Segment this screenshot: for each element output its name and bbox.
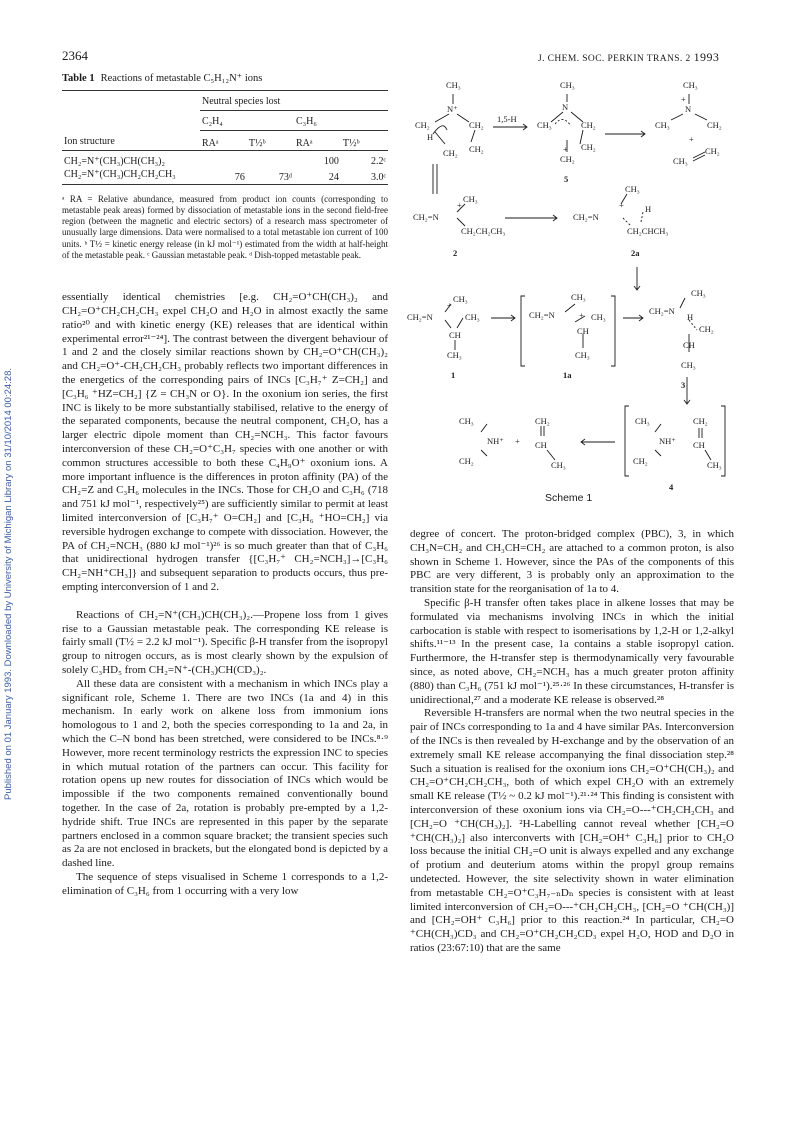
scheme-atom: CH₂=N	[529, 310, 555, 320]
t-c3h6-cell: 3.0ᶜ	[341, 168, 388, 185]
t-c3h6-header: T½ᵇ	[341, 131, 388, 151]
ra-c3h6-cell: 24	[294, 168, 341, 185]
ra-c3h6-header: RAᵃ	[294, 131, 341, 151]
running-header	[538, 50, 719, 65]
table-footnote: ᵃ RA = Relative abundance, measured from product ion counts (corresponding to metastable peak areas) formed by dissociation of metastable ions in the second field-free region (between the magnetic and electric sectors) of a research mass spectrometer of unusually large dimensions. Data were normalised to a total metastable ion current of 100 units. ᵇ T½ = kinetic energy release (in kJ mol⁻¹) estimated from the width at half-height of the metastable peak. ᶜ Gaussian metastable peak. ᵈ Dish-topped metastable peak.	[62, 193, 388, 260]
scheme-atom: CH₂	[705, 146, 720, 156]
scheme-atom: N	[562, 102, 569, 112]
scheme-atom: CH₃	[465, 312, 480, 322]
ion-structure-cell: CH₂=N⁺(CH₃)CH(CH₃)₂	[64, 155, 165, 167]
scheme-atom: CH	[535, 440, 547, 450]
scheme-atom: CH₃	[459, 416, 474, 426]
reactions-table	[62, 90, 388, 185]
table-title: Reactions of metastable C₅H₁₂N⁺ ions	[100, 73, 263, 84]
scheme-atom: +	[447, 300, 452, 310]
scheme-atom: CH₃	[560, 80, 575, 90]
scheme-atom: +	[579, 310, 584, 320]
scheme-atom: CH₂	[560, 154, 575, 164]
scheme-atom: N⁺	[447, 104, 458, 114]
scheme-atom: CH₃	[707, 460, 722, 470]
scheme-atom: +	[563, 144, 568, 154]
body-paragraph: degree of concert. The proton-bridged complex (PBC), 3, in which CH₃N=CH₂ and CH₃CH=CH₂ are attached to a common proton, is also shown in Scheme 1. However, since the PAs of the components of this PBC are very different, 3 is probably only an approximation to the transition state for the reorganisation of 1a to 4.	[410, 528, 734, 596]
scheme-atom: +	[681, 94, 686, 104]
scheme-atom: +	[515, 436, 520, 446]
ion-structure-cell: CH₂=N⁺(CH₃)CH₂CH₂CH₃	[62, 168, 200, 185]
page-number: 2364	[62, 48, 88, 63]
scheme-atom: CH₂	[535, 416, 550, 426]
scheme-atom: CH	[683, 340, 695, 350]
scheme-atom: CH₃	[447, 350, 462, 360]
scheme-compound-label: 2	[453, 248, 458, 258]
t-c3h6-cell: 2.2ᶜ	[370, 155, 386, 167]
scheme-atom: CH₃	[673, 156, 688, 166]
scheme-atom: CH₃	[453, 294, 468, 304]
scheme-arrow-label: 1,5-H	[497, 114, 517, 124]
scheme-compound-label: 4	[669, 482, 674, 492]
scheme-atom: +	[457, 200, 462, 210]
scheme-atom: CH₂=N	[407, 312, 433, 322]
t-c2h4-cell: 73ᵈ	[247, 168, 294, 185]
scheme-atom: CH₂=N	[649, 306, 675, 316]
scheme-compound-label: 3	[681, 380, 686, 390]
scheme-atom: N	[685, 104, 692, 114]
scheme-atom: CH₂	[699, 324, 714, 334]
ra-c3h6-cell: 100	[323, 155, 339, 167]
body-paragraph: Specific β-H transfer often takes place in alkene losses that may be formulated via mechanisms involving INCs in which the initial carbocation is stable with respect to isomerisations by 1,2-H or 1,2-alkyl shifts.¹¹⁻¹³ In the present case, 1a contains a stable isopropyl cation. Furthermore, the H-transfer step is thermodynamically very favourable since, as noted above, CH₂=NCH₃ has a much greater proton affinity (880) than C₃H₆ (751 kJ mol⁻¹).²⁵·²⁶ In these circumstances, H-transfer is unidirectional,²⁷ and a moderate KE release is observed.²⁸	[410, 596, 734, 706]
body-paragraph: The sequence of steps visualised in Scheme 1 corresponds to a 1,2-elimination of C₃H₆ from 1 occurring with a very low	[62, 870, 388, 897]
scheme-atom: H	[645, 204, 652, 214]
scheme-atom: CH₃	[683, 80, 698, 90]
scheme-atom: H	[427, 132, 434, 142]
scheme-atom: CH₃	[463, 194, 478, 204]
scheme-atom: CH₃	[591, 312, 606, 322]
scheme-atom: NH⁺	[487, 436, 504, 446]
scheme-atom: CH₂	[581, 120, 596, 130]
scheme-atom: CH	[693, 440, 705, 450]
scheme-atom: CH₂CH₂CH₃	[461, 226, 506, 236]
scheme-atom: +	[619, 200, 624, 210]
scheme-atom: CH₃	[635, 416, 650, 426]
right-column	[410, 528, 734, 956]
scheme-atom: CH₂	[443, 148, 458, 158]
ra-c2h4-cell: 76	[200, 168, 247, 185]
body-paragraph: Reactions of CH₂=N⁺(CH₃)CH(CH₃)₂.—Propene loss from 1 gives rise to a Gaussian metastable peak. The corresponding KE release is fairly small (T½ = 2.2 kJ mol⁻¹). Specific β-H transfer from the isopropyl group to nitrogen occurs, as is most clearly shown by the expulsion of solely C₃HD₅ from CH₂=N⁺-(CH₃)CH(CD₃)₂.	[62, 608, 388, 676]
table-label: Table 1	[62, 73, 95, 84]
scheme-caption: Scheme 1	[545, 492, 593, 504]
scheme-atom: CH₂	[707, 120, 722, 130]
scheme-compound-label: 2a	[631, 248, 640, 258]
scheme-atom: CH₃	[575, 350, 590, 360]
scheme-atom: CH₂=N	[413, 212, 439, 222]
scheme-atom: CH₃	[446, 80, 461, 90]
scheme-atom: H	[687, 312, 694, 322]
scheme-atom: CH₃	[691, 288, 706, 298]
neutral-c2h4-header: C₂H₄	[200, 111, 294, 131]
body-paragraph: Reversible H-transfers are normal when the two neutral species in the pair of INCs corresponding to 1a and 4 have similar PAs. Interconversion of the INCs is then revealed by H-exchange and by the observation of an extremely small KE release accompanying the final dissociation step.²⁸ Such a situation is realised for the oxonium ions CH₂=O⁺CH(CH₃)₂ and CH₂=O⁺CH₂CH₂CH₃, both of which expel CH₂O with an extremely small KE release (T½ ~ 0.2 kJ mol⁻¹).²¹·²⁴ This finding is consistent with interconversion of these oxonium ions via CH₂=O---⁺CH₂CH₂CH₃ and [CH₂=O ⁺CH(CH₃)₂]. ²H-Labelling cannot reveal whether [CH₂=O ⁺CH(CH₃)₂] also interconverts with [CH₂=OH⁺ C₃H₆] prior to CH₂O loss because the initial CH₂=O unit is always expelled and any exchange of protium and deuterium atoms within the propyl group remains undetected. However, the site selectivity shown in water elimination from metastable CH₂=O⁺C₃H₇₋ₙDₙ species is consistent with at least limited interconversion of CH₂=O---⁺CH₂CH₂CH₃, [CH₂=O ⁺CH(CH₃)] and [CH₂=OH⁺ C₃H₆] prior to this reaction.²⁴ In particular, CH₂=O ⁺CH(CH₃)CD₃ and CH₂=O⁺CH₂CH₂CD₃ expel H₂O, HOD and D₂O in ratios (23:67:10) that are the same	[410, 707, 734, 954]
scheme-compound-label: 5	[564, 174, 569, 184]
table-row	[62, 150, 388, 168]
scheme-atom: CH₃	[681, 360, 696, 370]
scheme-atom: CH₃	[537, 120, 552, 130]
body-paragraph: All these data are consistent with a mechanism in which INCs play a significant role, Scheme 1. There are two INCs (1a and 4) in this mechanism. In early work on alkene loss from immonium ions homologous to 1 and 2, both the species corresponding to 1a and 2a, in which the C–N bond has been stretched, were considered to be INCs.⁸·⁹ However, more recent terminology restricts the expression INC to species in which mutual rotation of the partners can occur. This facility for rotation opens up new routes for dissociation of INCs which would be impossible if the two components remained conventionally bound together. In the case of 2a, rotation is probably pre-empted by a 1,2-hydride shift. True INCs are represented in this paper by the separate partners enclosed in a common square bracket; the transient species such as 2a are not enclosed in brackets, but the elongated bond is depicted by a dashed line.	[62, 677, 388, 870]
scheme-compound-label: 1	[451, 370, 456, 380]
scheme-atom: CH₃	[625, 184, 640, 194]
scheme-1-figure	[405, 72, 740, 512]
reaction-scheme-diagram	[405, 72, 740, 512]
scheme-atom: CH₂	[469, 144, 484, 154]
scheme-atom: CH₂CHCH₃	[627, 226, 669, 236]
scheme-atom: CH₂=N	[573, 212, 599, 222]
scheme-atom: CH₂	[581, 142, 596, 152]
ra-c2h4-cell	[200, 150, 247, 168]
neutral-c3h6-header: C₃H₆	[294, 111, 388, 131]
scheme-atom: CH	[449, 330, 461, 340]
ion-structure-header: Ion structure	[62, 131, 200, 151]
scheme-atom: NH⁺	[659, 436, 676, 446]
journal-year: 1993	[693, 50, 720, 64]
scheme-atom: CH₂	[693, 416, 708, 426]
scheme-atom: CH	[577, 326, 589, 336]
scheme-atom: CH₃	[655, 120, 670, 130]
journal-name: J. CHEM. SOC. PERKIN TRANS. 2	[538, 54, 691, 64]
scheme-atom: CH₃	[571, 292, 586, 302]
body-paragraph: essentially identical chemistries [e.g. CH₂=O⁺CH(CH₃)₂ and CH₂=O⁺CH₂CH₂CH₃ expel CH₂O and H₂O in almost exactly the same ratio²⁰ and with kinetic energy (KE) releases that are identical within experimental error²¹⁻²⁴]. The contrast between the divergent behaviour of 1 and 2 and the closely similar reactions shown by CH₂=O⁺CH(CH₃)₂ and CH₂=O⁺-CH₂CH₂CH₃ probably reflects two important differences in the energetics of the corresponding pairs of INCs [C₃H₇⁺ Z=CH₂] and [C₃H₆ ⁺HZ=CH₂] {Z = CH₃N or O}. In the oxonium ion series, the first INC is likely to be more substantially stabilised, relative to the energy of the separated components, because the neutral component, CH₂O, has a larger electric dipole moment than CH₂=NCH₃. This factor favours interconversion of these CH₂=O⁺C₃H₇ species with one another or with common structures accessible to both these C₄H₉O⁺ oxonium ions. A more important influence is the differences in proton affinity (PA) of the CH₂=Z and C₃H₆ molecules in the INCs. Those for CH₂O and C₃H₆ (718 and 751 kJ mol⁻¹, respectively²⁵) are sufficiently similar to permit at least limited interconversion of [C₃H₇⁺ O=CH₂] and [C₃H₆ ⁺HO=CH₂] via reversible hydrogen exchange to compete with dissociation. However, the PA of CH₂=NCH₃ (880 kJ mol⁻¹)²⁶ is so much greater than that of C₃H₆ that unidirectional hydrogen transfer {[C₃H₇⁺ CH₂=NCH₃]→[C₃H₆ CH₂=NH⁺CH₃]} and subsequent separation to products occurs, thus pre-empting interconversion of 1 and 2.	[62, 291, 388, 594]
scheme-atom: CH₂	[469, 120, 484, 130]
table-row	[62, 168, 388, 185]
left-body-text	[62, 291, 388, 898]
scheme-atom: CH₃	[551, 460, 566, 470]
t-c2h4-header: T½ᵇ	[247, 131, 294, 151]
watermark-text: Published on 01 January 1993. Downloaded by University of Michigan Library on 31/10/2014 00:24:28.	[3, 367, 14, 800]
ra-c2h4-header: RAᵃ	[200, 131, 247, 151]
scheme-atom: +	[689, 134, 694, 144]
left-column	[62, 72, 388, 899]
table-caption	[62, 72, 388, 84]
scheme-atom: CH₂	[633, 456, 648, 466]
scheme-compound-label: 1a	[563, 370, 572, 380]
scheme-atom: CH₂	[459, 456, 474, 466]
t-c2h4-cell	[247, 150, 294, 168]
neutral-species-header: Neutral species lost	[200, 91, 388, 111]
download-watermark	[0, 0, 18, 1131]
scheme-atom: CH₂	[415, 120, 430, 130]
